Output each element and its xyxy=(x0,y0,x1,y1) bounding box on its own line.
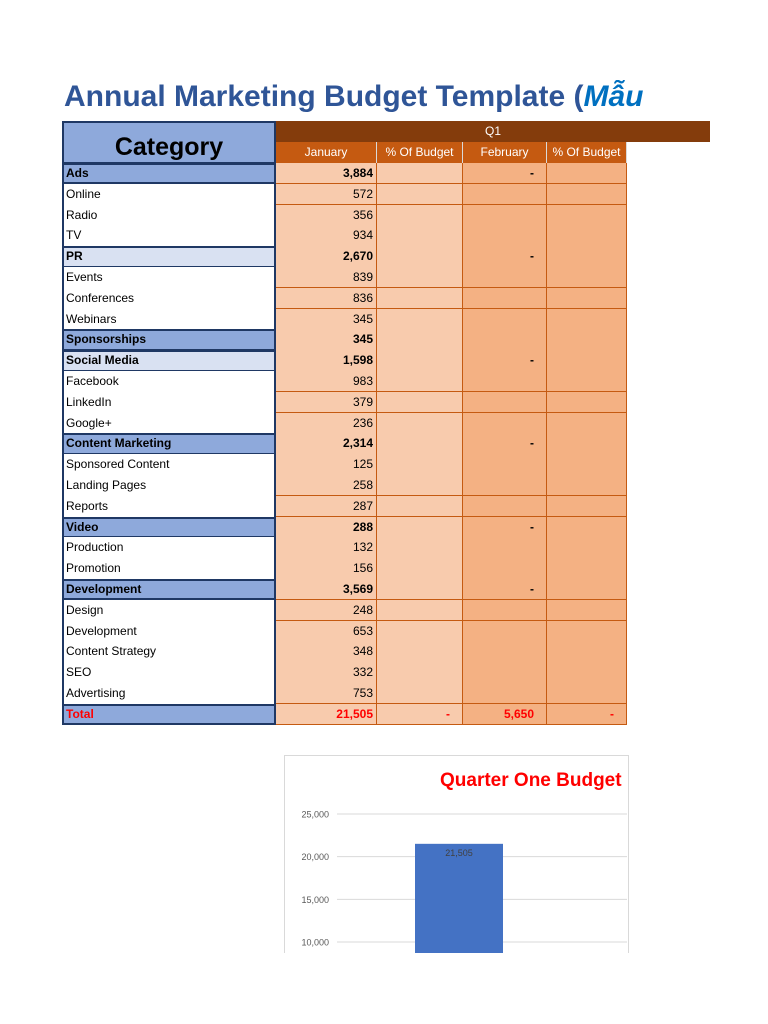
category-cell[interactable]: Online xyxy=(62,184,276,205)
february-cell[interactable] xyxy=(463,205,547,226)
category-cell[interactable]: Landing Pages xyxy=(62,475,276,496)
february-cell[interactable] xyxy=(463,309,547,330)
february-cell[interactable]: - xyxy=(463,163,547,184)
january-cell[interactable]: 379 xyxy=(276,392,377,413)
february-percent-cell[interactable] xyxy=(547,392,627,413)
february-percent-cell[interactable] xyxy=(547,558,627,579)
january-percent-cell[interactable] xyxy=(377,350,463,371)
january-cell[interactable]: 1,598 xyxy=(276,350,377,371)
february-cell[interactable]: 5,650 xyxy=(463,704,547,725)
february-percent-cell[interactable] xyxy=(547,184,627,205)
category-cell[interactable]: Events xyxy=(62,267,276,288)
february-percent-cell[interactable] xyxy=(547,371,627,392)
february-cell[interactable] xyxy=(463,475,547,496)
january-percent-cell[interactable] xyxy=(377,309,463,330)
category-cell[interactable]: Conferences xyxy=(62,288,276,309)
february-percent-cell[interactable]: - xyxy=(547,704,627,725)
january-percent-cell[interactable]: - xyxy=(377,704,463,725)
january-cell[interactable]: 2,670 xyxy=(276,246,377,267)
january-cell[interactable]: 934 xyxy=(276,225,377,246)
january-cell[interactable]: 572 xyxy=(276,184,377,205)
category-cell[interactable]: Facebook xyxy=(62,371,276,392)
category-cell[interactable]: SEO xyxy=(62,662,276,683)
february-cell[interactable] xyxy=(463,621,547,642)
january-percent-cell[interactable] xyxy=(377,683,463,704)
january-percent-cell[interactable] xyxy=(377,392,463,413)
january-percent-cell[interactable] xyxy=(377,329,463,350)
january-percent-cell[interactable] xyxy=(377,225,463,246)
february-percent-cell[interactable] xyxy=(547,413,627,434)
february-percent-cell[interactable] xyxy=(547,641,627,662)
quarter-header[interactable]: Q1 xyxy=(276,121,710,142)
january-percent-cell[interactable] xyxy=(377,454,463,475)
category-cell[interactable]: LinkedIn xyxy=(62,392,276,413)
january-cell[interactable]: 653 xyxy=(276,621,377,642)
january-percent-cell[interactable] xyxy=(377,163,463,184)
january-percent-cell[interactable] xyxy=(377,184,463,205)
february-cell[interactable] xyxy=(463,329,547,350)
january-percent-cell[interactable] xyxy=(377,413,463,434)
january-percent-cell[interactable] xyxy=(377,496,463,517)
february-percent-cell[interactable] xyxy=(547,329,627,350)
february-cell[interactable]: - xyxy=(463,350,547,371)
column-header-january-percent[interactable]: % Of Budget xyxy=(377,142,463,163)
february-percent-cell[interactable] xyxy=(547,163,627,184)
january-cell[interactable]: 2,314 xyxy=(276,433,377,454)
january-cell[interactable]: 288 xyxy=(276,517,377,538)
february-cell[interactable] xyxy=(463,641,547,662)
category-cell[interactable]: TV xyxy=(62,225,276,246)
category-header[interactable]: Category xyxy=(62,121,276,164)
february-cell[interactable] xyxy=(463,600,547,621)
category-cell[interactable]: Total xyxy=(62,704,276,725)
category-cell[interactable]: Content Marketing xyxy=(62,433,276,454)
february-cell[interactable]: - xyxy=(463,517,547,538)
february-percent-cell[interactable] xyxy=(547,246,627,267)
february-cell[interactable] xyxy=(463,537,547,558)
february-cell[interactable] xyxy=(463,392,547,413)
category-cell[interactable]: Production xyxy=(62,537,276,558)
february-percent-cell[interactable] xyxy=(547,621,627,642)
bar-data-label: 21,505 xyxy=(445,847,473,858)
january-cell[interactable]: 132 xyxy=(276,537,377,558)
january-cell[interactable]: 248 xyxy=(276,600,377,621)
january-percent-cell[interactable] xyxy=(377,537,463,558)
category-cell[interactable]: Google+ xyxy=(62,413,276,434)
february-percent-cell[interactable] xyxy=(547,309,627,330)
january-percent-cell[interactable] xyxy=(377,475,463,496)
february-cell[interactable] xyxy=(463,184,547,205)
bar[interactable] xyxy=(415,844,503,953)
january-cell[interactable]: 983 xyxy=(276,371,377,392)
january-cell[interactable]: 836 xyxy=(276,288,377,309)
category-cell[interactable]: Design xyxy=(62,600,276,621)
january-cell[interactable]: 753 xyxy=(276,683,377,704)
january-cell[interactable]: 21,505 xyxy=(276,704,377,725)
category-cell[interactable]: Webinars xyxy=(62,309,276,330)
column-header-january[interactable]: January xyxy=(276,142,377,163)
january-cell[interactable]: 156 xyxy=(276,558,377,579)
february-cell[interactable] xyxy=(463,413,547,434)
chart-title: Quarter One Budget xyxy=(440,770,622,791)
title-suffix: Mẫu xyxy=(583,80,644,113)
january-percent-cell[interactable] xyxy=(377,433,463,454)
january-cell[interactable]: 348 xyxy=(276,641,377,662)
february-percent-cell[interactable] xyxy=(547,496,627,517)
january-percent-cell[interactable] xyxy=(377,288,463,309)
january-cell[interactable]: 125 xyxy=(276,454,377,475)
january-percent-cell[interactable] xyxy=(377,558,463,579)
february-percent-cell[interactable] xyxy=(547,350,627,371)
february-cell[interactable] xyxy=(463,288,547,309)
february-cell[interactable] xyxy=(463,558,547,579)
january-cell[interactable]: 258 xyxy=(276,475,377,496)
january-percent-cell[interactable] xyxy=(377,600,463,621)
february-cell[interactable] xyxy=(463,225,547,246)
february-cell[interactable]: - xyxy=(463,433,547,454)
category-cell[interactable]: Sponsored Content xyxy=(62,454,276,475)
february-percent-cell[interactable] xyxy=(547,288,627,309)
february-cell[interactable] xyxy=(463,267,547,288)
february-cell[interactable] xyxy=(463,683,547,704)
february-percent-cell[interactable] xyxy=(547,662,627,683)
january-cell[interactable]: 839 xyxy=(276,267,377,288)
page-title xyxy=(64,80,768,122)
january-cell[interactable]: 332 xyxy=(276,662,377,683)
y-tick-label: 25,000 xyxy=(301,809,329,820)
category-cell[interactable]: Sponsorships xyxy=(62,329,276,350)
category-cell[interactable]: Development xyxy=(62,579,276,600)
category-cell[interactable]: Video xyxy=(62,517,276,538)
february-cell[interactable]: - xyxy=(463,579,547,600)
february-cell[interactable] xyxy=(463,371,547,392)
category-cell[interactable]: PR xyxy=(62,246,276,267)
category-cell[interactable]: Radio xyxy=(62,205,276,226)
february-percent-cell[interactable] xyxy=(547,225,627,246)
january-percent-cell[interactable] xyxy=(377,517,463,538)
february-percent-cell[interactable] xyxy=(547,517,627,538)
february-percent-cell[interactable] xyxy=(547,579,627,600)
category-cell[interactable]: Reports xyxy=(62,496,276,517)
january-percent-cell[interactable] xyxy=(377,579,463,600)
january-cell[interactable]: 287 xyxy=(276,496,377,517)
y-tick-label: 10,000 xyxy=(301,937,329,948)
january-percent-cell[interactable] xyxy=(377,246,463,267)
january-percent-cell[interactable] xyxy=(377,371,463,392)
y-tick-label: 15,000 xyxy=(301,894,329,905)
february-percent-cell[interactable] xyxy=(547,600,627,621)
january-cell[interactable]: 3,569 xyxy=(276,579,377,600)
category-cell[interactable]: Development xyxy=(62,621,276,642)
january-cell[interactable]: 345 xyxy=(276,309,377,330)
january-cell[interactable]: 3,884 xyxy=(276,163,377,184)
february-cell[interactable] xyxy=(463,454,547,475)
january-cell[interactable]: 356 xyxy=(276,205,377,226)
january-cell[interactable]: 345 xyxy=(276,329,377,350)
january-percent-cell[interactable] xyxy=(377,267,463,288)
january-cell[interactable]: 236 xyxy=(276,413,377,434)
january-percent-cell[interactable] xyxy=(377,621,463,642)
february-cell[interactable] xyxy=(463,496,547,517)
category-cell[interactable]: Advertising xyxy=(62,683,276,704)
column-header-february-percent[interactable]: % Of Budget xyxy=(547,142,627,163)
february-cell[interactable] xyxy=(463,662,547,683)
january-percent-cell[interactable] xyxy=(377,662,463,683)
category-cell[interactable]: Content Strategy xyxy=(62,641,276,662)
february-percent-cell[interactable] xyxy=(547,205,627,226)
february-percent-cell[interactable] xyxy=(547,537,627,558)
category-cell[interactable]: Promotion xyxy=(62,558,276,579)
title-main: Annual Marketing Budget Template ( xyxy=(64,80,584,113)
january-percent-cell[interactable] xyxy=(377,641,463,662)
category-cell[interactable]: Ads xyxy=(62,163,276,184)
january-percent-cell[interactable] xyxy=(377,205,463,226)
february-percent-cell[interactable] xyxy=(547,683,627,704)
column-header-february[interactable]: February xyxy=(463,142,547,163)
y-tick-label: 20,000 xyxy=(301,852,329,863)
february-percent-cell[interactable] xyxy=(547,267,627,288)
february-percent-cell[interactable] xyxy=(547,454,627,475)
category-cell[interactable]: Social Media xyxy=(62,350,276,371)
february-cell[interactable]: - xyxy=(463,246,547,267)
february-percent-cell[interactable] xyxy=(547,475,627,496)
february-percent-cell[interactable] xyxy=(547,433,627,454)
